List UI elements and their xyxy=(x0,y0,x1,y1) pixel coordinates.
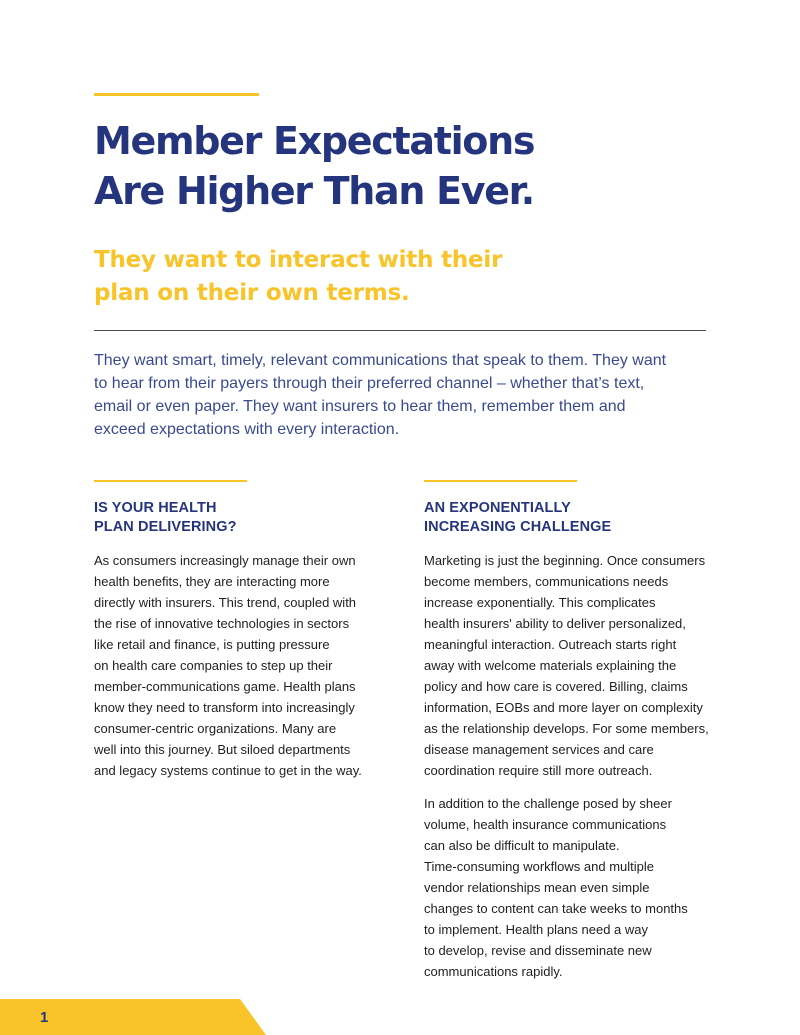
column-paragraph xyxy=(424,550,724,781)
page-title-line: Member Expectations xyxy=(94,119,535,163)
column-accent-rule xyxy=(424,480,577,482)
paragraph-line: consumer-centric organizations. Many are xyxy=(94,721,337,736)
paragraph-line: changes to content can take weeks to months xyxy=(424,901,688,916)
column-paragraph xyxy=(424,793,724,982)
intro-paragraph xyxy=(94,349,714,441)
page-number: 1 xyxy=(40,1009,49,1026)
paragraph-line: know they need to transform into increasingly xyxy=(94,700,355,715)
column-heading-line: INCREASING CHALLENGE xyxy=(424,519,612,535)
intro-line: They want smart, timely, relevant communications that speak to them. They want xyxy=(94,352,667,369)
paragraph-line: communications rapidly. xyxy=(424,964,563,979)
paragraph-line: member-communications game. Health plans xyxy=(94,679,356,694)
section-divider xyxy=(94,330,706,331)
intro-line: email or even paper. They want insurers to hear them, remember them and xyxy=(94,398,626,415)
paragraph-line: Marketing is just the beginning. Once consumers xyxy=(424,553,706,568)
intro-line: exceed expectations with every interaction. xyxy=(94,421,400,438)
paragraph-line: information, EOBs and more layer on complexity xyxy=(424,700,703,715)
page-subtitle xyxy=(94,244,654,310)
intro-line: to hear from their payers through their preferred channel – whether that’s text, xyxy=(94,375,645,392)
column-paragraph xyxy=(94,550,394,781)
paragraph-line: volume, health insurance communications xyxy=(424,817,667,832)
paragraph-line: In addition to the challenge posed by sheer xyxy=(424,796,672,811)
paragraph-line: health benefits, they are interacting more xyxy=(94,574,330,589)
page-title-line: Are Higher Than Ever. xyxy=(94,169,534,213)
paragraph-line: increase exponentially. This complicates xyxy=(424,595,656,610)
right-column xyxy=(424,480,724,982)
column-heading xyxy=(94,499,394,537)
paragraph-line: to develop, revise and disseminate new xyxy=(424,943,652,958)
paragraph-line: can also be difficult to manipulate. xyxy=(424,838,620,853)
title-accent-rule xyxy=(94,93,259,96)
paragraph-line: on health care companies to step up their xyxy=(94,658,333,673)
page-subtitle-line: plan on their own terms. xyxy=(94,280,410,306)
column-heading-line: IS YOUR HEALTH xyxy=(94,500,217,516)
paragraph-line: well into this journey. But siloed departments xyxy=(94,742,351,757)
paragraph-line: vendor relationships mean even simple xyxy=(424,880,650,895)
column-accent-rule xyxy=(94,480,247,482)
paragraph-line: coordination require still more outreach. xyxy=(424,763,653,778)
paragraph-line: Time-consuming workflows and multiple xyxy=(424,859,654,874)
paragraph-line: away with welcome materials explaining the xyxy=(424,658,677,673)
paragraph-line: As consumers increasingly manage their own xyxy=(94,553,356,568)
left-column xyxy=(94,480,394,781)
column-heading xyxy=(424,499,724,537)
paragraph-line: directly with insurers. This trend, coupled with xyxy=(94,595,357,610)
column-heading-line: PLAN DELIVERING? xyxy=(94,519,237,535)
paragraph-line: to implement. Health plans need a way xyxy=(424,922,649,937)
paragraph-line: disease management services and care xyxy=(424,742,654,757)
paragraph-line: the rise of innovative technologies in sectors xyxy=(94,616,350,631)
column-heading-line: AN EXPONENTIALLY xyxy=(424,500,571,516)
paragraph-line: become members, communications needs xyxy=(424,574,669,589)
page-title xyxy=(94,116,694,216)
paragraph-line: health insurers' ability to deliver personalized, xyxy=(424,616,686,631)
page-subtitle-line: They want to interact with their xyxy=(94,247,503,273)
paragraph-line: policy and how care is covered. Billing, claims xyxy=(424,679,688,694)
paragraph-line: as the relationship develops. For some members, xyxy=(424,721,709,736)
paragraph-line: meaningful interaction. Outreach starts right xyxy=(424,637,677,652)
paragraph-line: like retail and finance, is putting pressure xyxy=(94,637,330,652)
paragraph-line: and legacy systems continue to get in the way. xyxy=(94,763,362,778)
